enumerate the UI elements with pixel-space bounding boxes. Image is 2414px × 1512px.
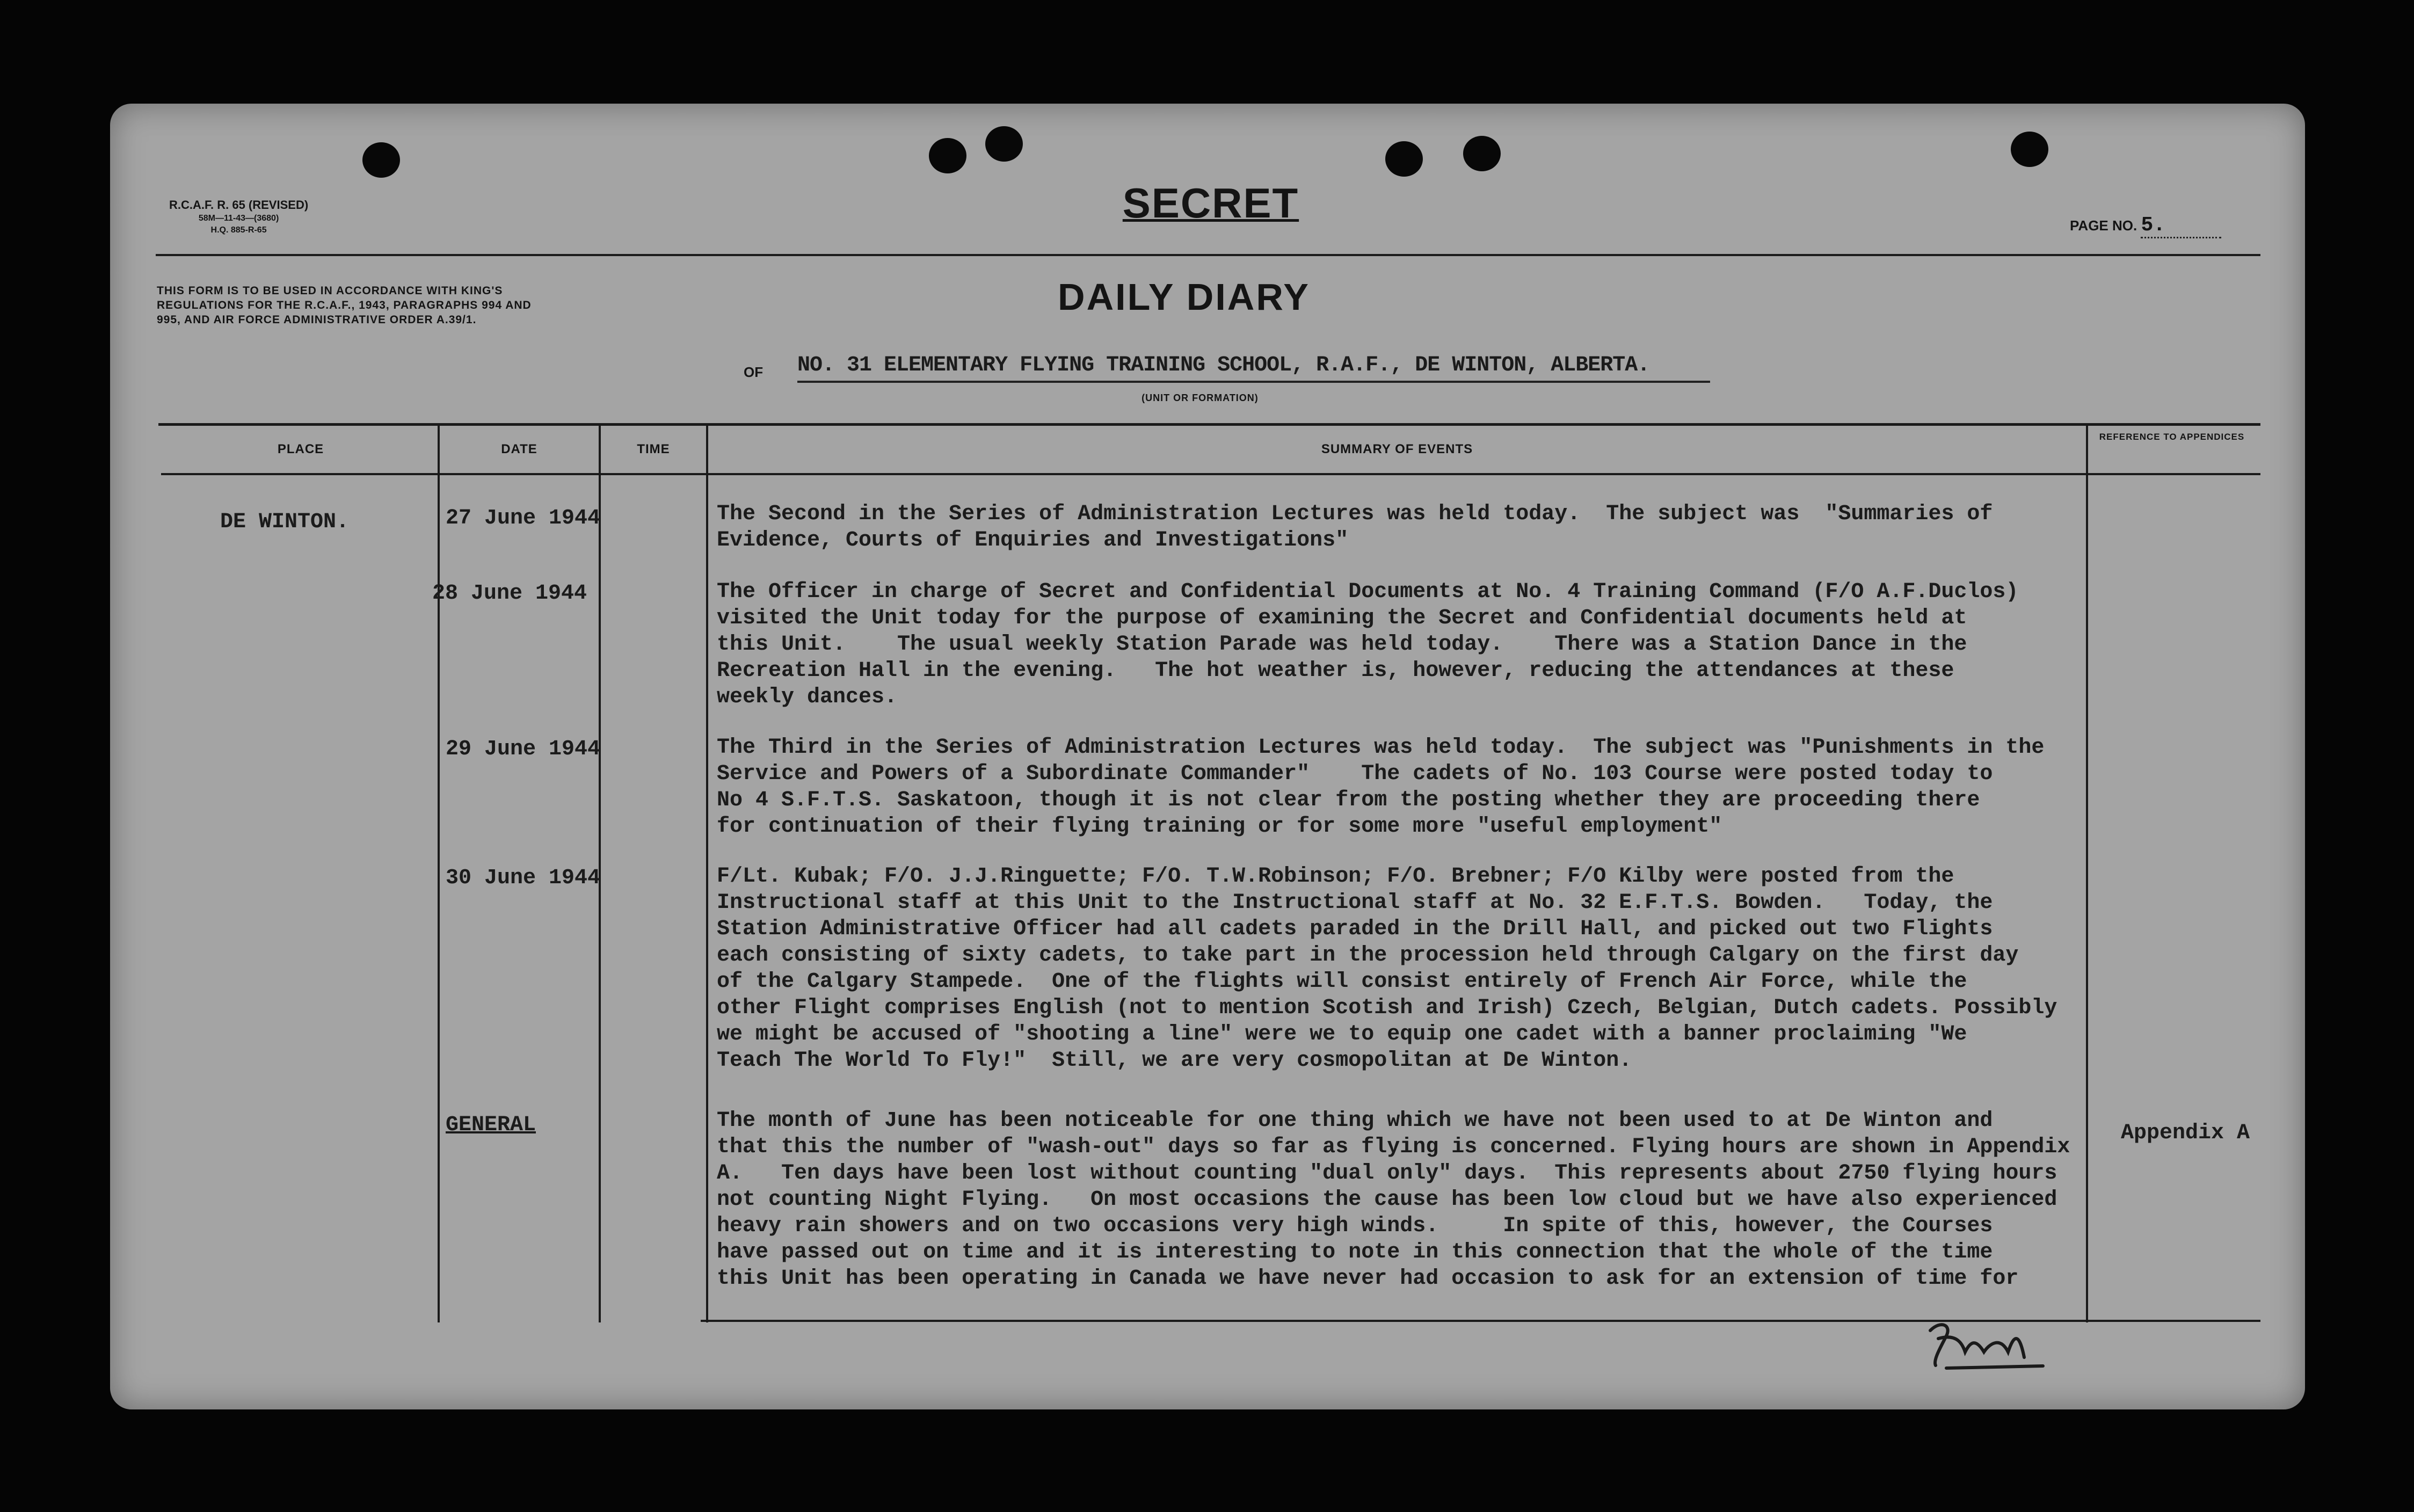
date-entry: 28 June 1944 — [432, 581, 587, 606]
date-entry: 30 June 1944 — [446, 866, 601, 890]
page-number-label: PAGE NO. — [2070, 217, 2137, 234]
punch-hole — [1463, 136, 1501, 171]
header-rule — [156, 254, 2260, 256]
page-number-value: 5. — [2141, 214, 2221, 238]
column-divider — [706, 426, 708, 1322]
diary-sheet — [110, 104, 2305, 1409]
punch-hole — [985, 126, 1023, 162]
summary-entry: F/Lt. Kubak; F/O. J.J.Ringuette; F/O. T.W.Robinson; F/O. Brebner; F/O Kilby were posted from the Instructional staff at this Unit to the Instructional staff at No. 32 E.F.T.S. Bowden. Today, the Station Administrative Officer had all cadets paraded in the Drill Hall, and picked out two Flights each consisting of sixty cadets, to take part in the procession held through Calgary on the first day of the Calgary Stampede. One of the flights will consist entirely of French Air Force, while the other Flight comprises English (not to mention Scotish and Irish) Czech, Belgian, Dutch cadets. Possibly we might be accused of "shooting a line" were we to equip one cadet with a banner proclaiming "We Teach The World To Fly!" Still, we are very cosmopolitan at De Winton. — [717, 864, 2057, 1073]
of-label: OF — [744, 364, 764, 380]
summary-entry: The Third in the Series of Administration Lectures was held today. The subject was "Punishments in the Service and Powers of a Subordinate Commander" The cadets of No. 103 Course were posted today to No 4 S.F.T.S. Saskatoon, though it is not clear from the posting whether they are proceeding there for continuation of their flying training or for some more "useful employment" — [717, 736, 2045, 839]
date-entry: 29 June 1944 — [446, 737, 601, 761]
column-header-summary: SUMMARY OF EVENTS — [1321, 442, 1473, 456]
general-heading: GENERAL — [446, 1113, 536, 1137]
punch-hole — [929, 138, 966, 173]
print-code: 58M—11-43—(3680) — [198, 214, 279, 223]
punch-hole — [1385, 141, 1423, 177]
column-header-date: DATE — [501, 442, 537, 456]
date-entry: 27 June 1944 — [446, 506, 601, 530]
security-classification: SECRET — [1122, 179, 1299, 227]
column-header-place: PLACE — [277, 442, 324, 456]
form-reference — [169, 198, 308, 236]
page-number-field — [2070, 214, 2221, 238]
form-title: DAILY DIARY — [1058, 276, 1310, 318]
summary-entry: The Officer in charge of Secret and Confidential Documents at No. 4 Training Command (F/O A.F.Duclos) visited the Unit today for the purpose of examining the Secret and Confidential documents held at this Unit. The usual weekly Station Parade was held today. There was a Station Dance in the Recreation Hall in the evening. The hot weather is, however, reducing the attendances at these weekly dances. — [717, 580, 2019, 709]
place-entry: DE WINTON. — [220, 510, 350, 534]
unit-caption: (UNIT OR FORMATION) — [1141, 392, 1259, 403]
summary-entry: The month of June has been noticeable for one thing which we have not been used to at De Winton and that this the number of "wash-out" days so far as flying is concerned. Flying hours are shown in Appendix A. Ten days have been lost without counting "dual only" days. This represents about 2750 flying hours not counting Night Flying. On most occasions the cause has been low cloud but we have also experienced heavy rain showers and on two occasions very high winds. In spite of this, however, the Courses have passed out on time and it is interesting to note in this connection that the whole of the time this Unit has been operating in Canada we have never had occasion to ask for an extension of time for — [717, 1109, 2070, 1291]
column-header-time: TIME — [637, 442, 670, 456]
unit-name: NO. 31 ELEMENTARY FLYING TRAINING SCHOOL, R.A.F., DE WINTON, ALBERTA. — [797, 353, 1710, 383]
initials-signature — [1925, 1314, 2048, 1373]
appendix-reference: Appendix A — [2121, 1121, 2250, 1145]
table-top-rule — [158, 423, 2260, 426]
punch-hole — [2011, 132, 2048, 167]
form-instructions: THIS FORM IS TO BE USED IN ACCORDANCE WITH KING'S REGULATIONS FOR THE R.C.A.F., 1943, PARAGRAPHS 994 AND 995, AND AIR FORCE ADMINISTRATIVE ORDER A.39/1. — [157, 285, 532, 326]
header-bottom-rule — [161, 473, 2260, 475]
hq-code: H.Q. 885-R-65 — [210, 226, 267, 235]
column-divider — [438, 426, 440, 1322]
form-code: R.C.A.F. R. 65 (REVISED) — [169, 198, 309, 212]
summary-entry: The Second in the Series of Administration Lectures was held today. The subject was "Summaries of Evidence, Courts of Enquiries and Investigations" — [717, 502, 1993, 553]
column-header-reference: REFERENCE TO APPENDICES — [2099, 432, 2245, 442]
punch-hole — [362, 142, 400, 178]
